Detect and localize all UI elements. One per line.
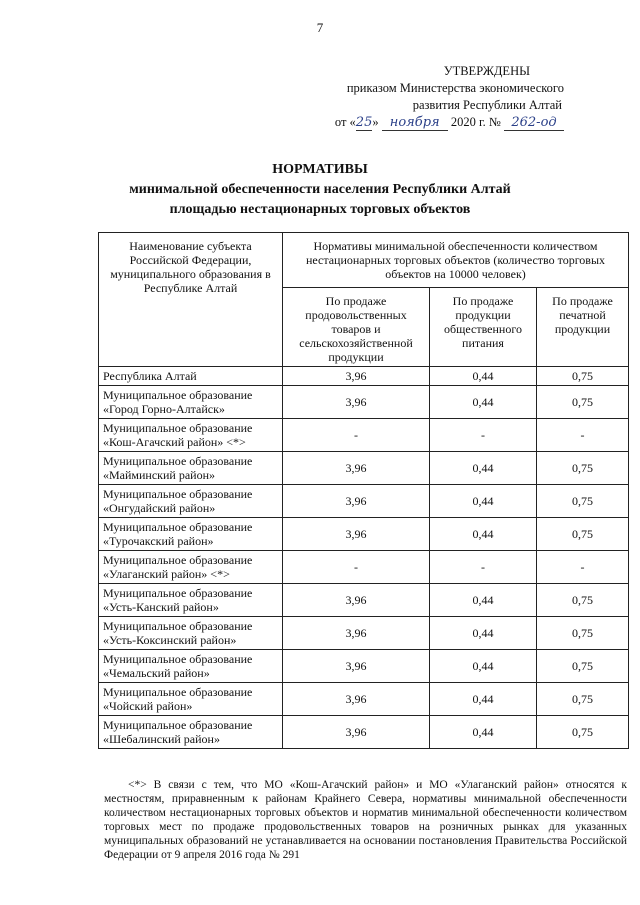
table-row bbox=[99, 367, 629, 386]
value-print-cell: 0,75 bbox=[537, 584, 629, 617]
table-row bbox=[99, 584, 629, 617]
value-food-cell: - bbox=[283, 419, 430, 452]
norms-table bbox=[98, 232, 629, 749]
region-name-cell: Муниципальное образование «Усть-Коксинский район» bbox=[99, 617, 283, 650]
value-food-cell: 3,96 bbox=[283, 650, 430, 683]
value-food-cell: 3,96 bbox=[283, 518, 430, 551]
value-food-cell: 3,96 bbox=[283, 584, 430, 617]
title-line-3: площадью нестационарных торговых объектов bbox=[169, 202, 471, 217]
value-catering-cell: - bbox=[430, 419, 537, 452]
value-food-cell: 3,96 bbox=[283, 617, 430, 650]
approval-heading: УТВЕРЖДЕНЫ bbox=[443, 64, 530, 78]
region-name-cell: Муниципальное образование «Город Горно-Алтайск» bbox=[99, 386, 283, 419]
date-prefix: от « bbox=[334, 115, 356, 129]
table-row bbox=[99, 716, 629, 749]
region-name-cell: Муниципальное образование «Онгудайский район» bbox=[99, 485, 283, 518]
table-row bbox=[99, 485, 629, 518]
value-food-cell: - bbox=[283, 551, 430, 584]
value-food-cell: 3,96 bbox=[283, 683, 430, 716]
value-catering-cell: - bbox=[430, 551, 537, 584]
table-row bbox=[99, 452, 629, 485]
value-catering-cell: 0,44 bbox=[430, 683, 537, 716]
table-row bbox=[99, 386, 629, 419]
approval-date-line bbox=[234, 114, 564, 131]
page-number: 7 bbox=[316, 20, 324, 35]
value-print-cell: - bbox=[537, 551, 629, 584]
footnote-text: <*> В связи с тем, что МО «Кош-Агачский район» и МО «Улаганский район» относятся к местностям, приравненным к районам Крайнего Севера, нормативы минимальной обеспеченности количеством нестационарных торговых объектов и норматив минимальной обеспеченности количеством торговых мест по продаже продовольственных товаров на розничных рынках для указанных муниципальных образований не устанавливается на основании постановления Правительства Российской Федерации от 9 апреля 2016 года № 291 bbox=[104, 779, 627, 861]
value-food-cell: 3,96 bbox=[283, 367, 430, 386]
document-title bbox=[0, 160, 640, 220]
value-catering-cell: 0,44 bbox=[430, 452, 537, 485]
approval-block bbox=[234, 63, 564, 131]
value-print-cell: 0,75 bbox=[537, 650, 629, 683]
value-print-cell: 0,75 bbox=[537, 386, 629, 419]
value-food-cell: 3,96 bbox=[283, 452, 430, 485]
value-print-cell: 0,75 bbox=[537, 617, 629, 650]
region-name-cell: Муниципальное образование «Турочакский район» bbox=[99, 518, 283, 551]
region-name-cell: Муниципальное образование «Шебалинский район» bbox=[99, 716, 283, 749]
col-name-header: Наименование субъекта Российской Федерации, муниципального образования в Республике Алтай bbox=[99, 233, 283, 367]
value-catering-cell: 0,44 bbox=[430, 650, 537, 683]
date-mid: » bbox=[372, 115, 379, 129]
value-print-cell: - bbox=[537, 419, 629, 452]
value-catering-cell: 0,44 bbox=[430, 617, 537, 650]
value-catering-cell: 0,44 bbox=[430, 367, 537, 386]
table-row bbox=[99, 551, 629, 584]
table-row bbox=[99, 683, 629, 716]
approval-line-1: приказом Министерства экономического bbox=[346, 81, 564, 95]
table-row bbox=[99, 650, 629, 683]
value-print-cell: 0,75 bbox=[537, 518, 629, 551]
sub-header-print: По продаже печатной продукции bbox=[537, 288, 629, 367]
region-name-cell: Республика Алтай bbox=[99, 367, 283, 386]
title-line-2: минимальной обеспеченности населения Республики Алтай bbox=[129, 182, 511, 197]
value-catering-cell: 0,44 bbox=[430, 386, 537, 419]
handwritten-number: 262-од bbox=[504, 116, 564, 131]
value-print-cell: 0,75 bbox=[537, 485, 629, 518]
value-print-cell: 0,75 bbox=[537, 716, 629, 749]
handwritten-month: ноября bbox=[382, 116, 448, 131]
footnote bbox=[104, 778, 627, 862]
date-year: 2020 г. № bbox=[450, 115, 501, 129]
region-name-cell: Муниципальное образование «Чемальский район» bbox=[99, 650, 283, 683]
approval-line-2: развития Республики Алтай bbox=[412, 98, 562, 112]
table-row bbox=[99, 617, 629, 650]
table-row bbox=[99, 419, 629, 452]
value-catering-cell: 0,44 bbox=[430, 716, 537, 749]
table-row bbox=[99, 518, 629, 551]
value-print-cell: 0,75 bbox=[537, 452, 629, 485]
value-catering-cell: 0,44 bbox=[430, 584, 537, 617]
value-catering-cell: 0,44 bbox=[430, 485, 537, 518]
sub-header-food: По продаже продовольственных товаров и сельскохозяйственной продукции bbox=[283, 288, 430, 367]
value-food-cell: 3,96 bbox=[283, 386, 430, 419]
value-food-cell: 3,96 bbox=[283, 485, 430, 518]
handwritten-day: 25 bbox=[355, 115, 373, 130]
region-name-cell: Муниципальное образование «Усть-Канский район» bbox=[99, 584, 283, 617]
value-print-cell: 0,75 bbox=[537, 367, 629, 386]
region-name-cell: Муниципальное образование «Майминский район» bbox=[99, 452, 283, 485]
group-header: Нормативы минимальной обеспеченности количеством нестационарных торговых объектов (количество торговых объектов на 10000 человек) bbox=[283, 233, 629, 288]
value-catering-cell: 0,44 bbox=[430, 518, 537, 551]
region-name-cell: Муниципальное образование «Кош-Агачский район» <*> bbox=[99, 419, 283, 452]
value-print-cell: 0,75 bbox=[537, 683, 629, 716]
title-line-1: НОРМАТИВЫ bbox=[272, 162, 368, 177]
sub-header-catering: По продаже продукции общественного питания bbox=[430, 288, 537, 367]
region-name-cell: Муниципальное образование «Улаганский район» <*> bbox=[99, 551, 283, 584]
value-food-cell: 3,96 bbox=[283, 716, 430, 749]
region-name-cell: Муниципальное образование «Чойский район» bbox=[99, 683, 283, 716]
